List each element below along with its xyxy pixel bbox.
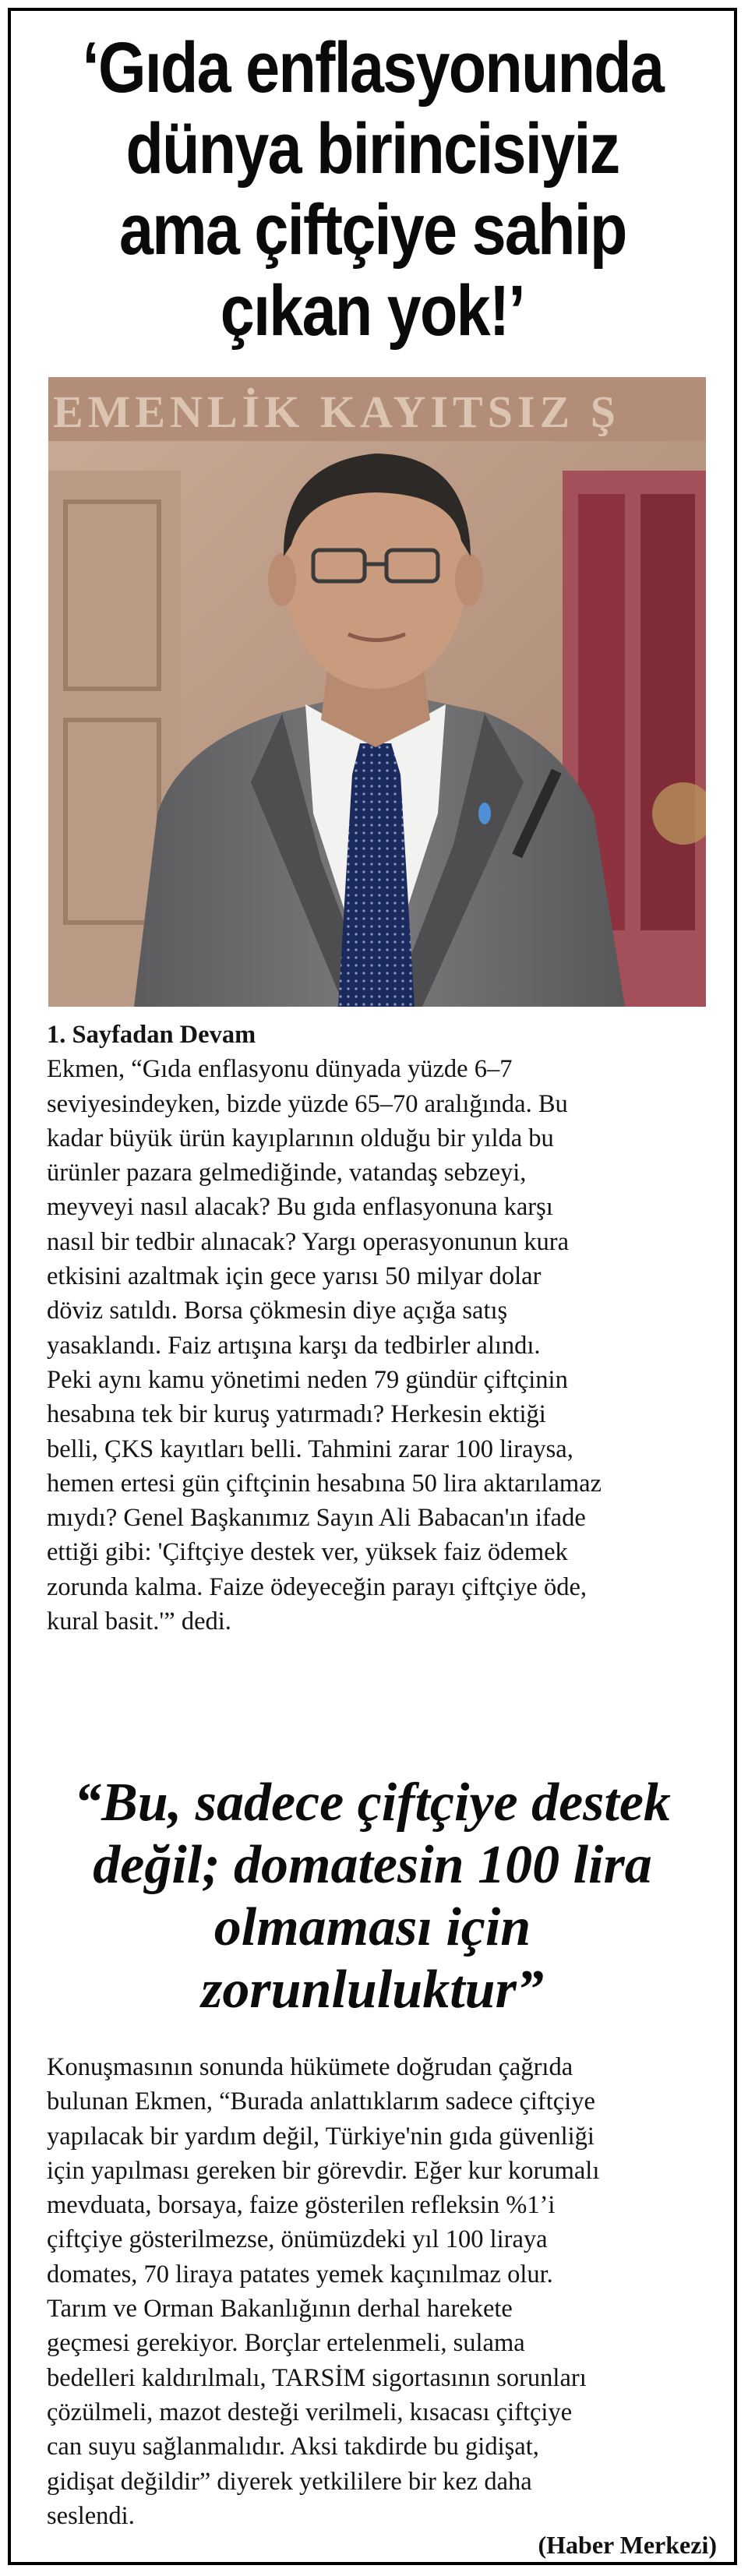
paragraph-line: mevduata, borsaya, faize gösterilen refleksin %1’i [47, 2191, 556, 2220]
paragraph-line: yapılacak bir yardım değil, Türkiye'nin gıda güvenliği [47, 2122, 595, 2151]
paragraph-line: Konuşmasının sonunda hükümete doğrudan çağrıda [47, 2053, 573, 2081]
paragraph-line: can suyu sağlanmalıdır. Aksi takdirde bu gidişat, [47, 2433, 539, 2461]
section-label: 1. Sayfadan Devam [47, 1021, 256, 1049]
paragraph-line: mıydı? Genel Başkanımız Sayın Ali Babacan'ın ifade [47, 1504, 586, 1533]
paragraph-line: seviyesindeyken, bizde yüzde 65–70 aralığında. Bu [47, 1089, 568, 1118]
headline-line: ama çiftçiye sahip [118, 190, 626, 270]
headline [33, 22, 712, 357]
pull-quote-line: “Bu, sadece çiftçiye destek [74, 1773, 671, 1833]
paragraph-line: kadar büyük ürün kayıplarının olduğu bir yılda bu [47, 1124, 554, 1152]
paragraph-line: Tarım ve Orman Bakanlığının derhal harekete [47, 2295, 513, 2324]
paragraph-line: nasıl bir tedbir alınacak? Yargı operasyonunun kura [47, 1227, 569, 1256]
wall-inscription: EMENLİK KAYITSIZ Ş [53, 386, 620, 437]
paragraph-line: geçmesi gerekiyor. Borçlar ertelenmeli, sulama [47, 2329, 525, 2358]
headline-line: dünya birincisiyiz [125, 109, 619, 189]
paragraph-line: için yapılması gereken bir görevdir. Eğer kur korumalı [47, 2156, 600, 2185]
paragraph-line: Ekmen, “Gıda enflasyonu dünyada yüzde 6–7 [47, 1055, 513, 1084]
paragraph-line: meyveyi nasıl alacak? Bu gıda enflasyonuna karşı [47, 1193, 553, 1222]
paragraph-line: Peki aynı kamu yönetimi neden 79 gündür çiftçinin [47, 1365, 568, 1394]
pull-quote-line: zorunluluktur” [201, 1960, 544, 2020]
paragraph-line: çözülmeli, mazot desteği verilmeli, kısacası çiftçiye [47, 2398, 573, 2426]
paragraph-line: zorunda kalma. Faize ödeyeceğin parayı çiftçiye öde, [47, 1572, 587, 1601]
pull-quote-line: olmaması için [213, 1897, 531, 1957]
paragraph-line: seslendi. [47, 2501, 135, 2530]
paragraph-line: domates, 70 liraya patates yemek kaçınılmaz olur. [47, 2260, 553, 2288]
pull-quote-line: değil; domatesin 100 lira [93, 1835, 652, 1895]
article-photo [48, 377, 706, 1007]
pull-quote [42, 1768, 703, 2025]
paragraph-line: hemen ertesi gün çiftçinin hesabına 50 lira aktarılamaz [47, 1469, 602, 1498]
paragraph-line: bulunan Ekmen, “Burada anlattıklarım sadece çiftçiye [47, 2087, 595, 2116]
paragraph-line: gidişat değildir” diyerek yetkililere bir kez daha [47, 2467, 532, 2496]
headline-line: çıkan yok!’ [220, 271, 525, 351]
paragraph-line: döviz satıldı. Borsa çökmesin diye açığa satış [47, 1297, 508, 1325]
paragraph-line: belli, ÇKS kayıtları belli. Tahmini zarar 100 liraysa, [47, 1434, 573, 1463]
paragraph-line: bedelleri kaldırılmalı, TARSİM sigortasının sorunları [47, 2363, 587, 2392]
paragraph-line: ettiği gibi: 'Çiftçiye destek ver, yüksek faiz ödemek [47, 1538, 568, 1567]
paragraph-line: hesabına tek bir kuruş yatırmadı? Herkesin ektiği [47, 1400, 546, 1429]
article-body-1 [47, 1018, 707, 1639]
photo-illustration [48, 377, 706, 1007]
paragraph-line: çiftçiye gösterilmezse, önümüzdeki yıl 100 liraya [47, 2225, 548, 2254]
article-body-2 [47, 2050, 707, 2533]
paragraph-line: etkisini azaltmak için gece yarısı 50 milyar dolar [47, 1262, 542, 1291]
byline: (Haber Merkezi) [538, 2531, 717, 2559]
paragraph-line: ürünler pazara gelmediğinde, vatandaş sebzeyi, [47, 1159, 527, 1187]
paragraph-line: yasaklandı. Faiz artışına karşı da tedbirler alındı. [47, 1331, 541, 1360]
paragraph-line: kural basit.'” dedi. [47, 1607, 231, 1636]
headline-line: ‘Gıda enflasyonunda [82, 28, 663, 108]
article-frame [8, 8, 737, 2565]
